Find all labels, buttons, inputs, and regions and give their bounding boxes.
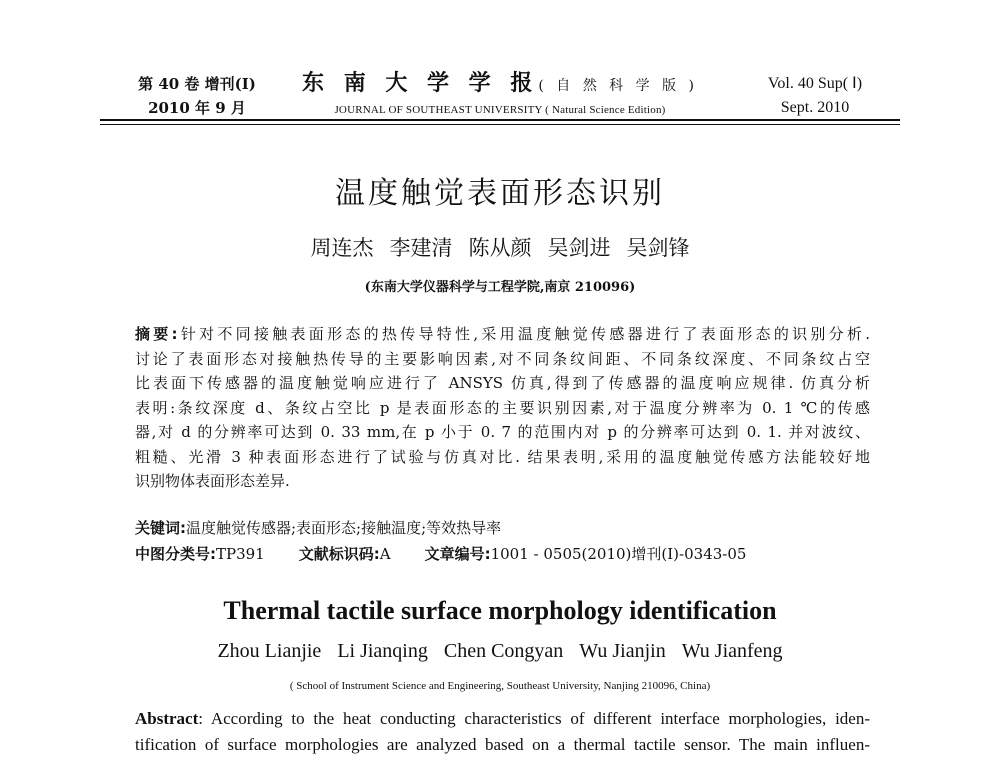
abstract-cn-line: 器,对 d 的分辨率可达到 0. 33 mm,在 p 小于 0. 7 的范围内对 p 的分辨率可达到 0. 1. 并对波纹、 (135, 423, 870, 441)
doc-code-label: 文献标识码: (298, 545, 380, 563)
article-no-label: 文章编号: (424, 545, 491, 563)
author-cn: 周连杰 (310, 236, 374, 260)
author-en: Wu Jianjin (579, 640, 666, 662)
abstract-cn (135, 322, 870, 494)
affiliation-cn: (东南大学仪器科学与工程学院,南京 210096) (364, 280, 636, 295)
abstract-en-line: tification of surface morphologies are analyzed based on a thermal tactile sensor. The main influen- (135, 735, 870, 754)
journal-name-cn: 东 南 大 学 学 报 (302, 70, 539, 96)
abstract-cn-label: 摘要: (135, 325, 178, 343)
abstract-cn-line: 讨论了表面形态对接触热传导的主要影响因素,对不同条纹间距、不同条纹深度、不同条纹占空 (135, 349, 870, 368)
affiliation-en: ( School of Instrument Science and Engineering, Southeast University, Nanjing 210096, China) (289, 680, 711, 692)
authors-en (0, 640, 1000, 663)
abstract-en-line: Abstract: According to the heat conducting characteristics of different interface morphologies, iden- (135, 709, 871, 728)
paper-title-cn: 温度触觉表面形态识别 (335, 176, 665, 211)
header-rule-thin (100, 124, 900, 125)
author-cn: 吴剑进 (547, 236, 611, 260)
keywords-cn-label: 关键词: (135, 519, 186, 537)
abstract-en-label: Abstract (135, 709, 199, 728)
volume-en: Vol. 40 Sup( Ⅰ) (767, 75, 863, 92)
author-en: Li Jianqing (337, 640, 428, 662)
volume-cn: 第 40 卷 增刊(Ⅰ) (138, 75, 256, 93)
doc-code-value: A (379, 545, 391, 563)
author-cn: 陈从颜 (468, 236, 532, 260)
author-cn: 李建清 (389, 236, 453, 260)
header-center (290, 68, 710, 119)
journal-title-en: JOURNAL OF SOUTHEAST UNIVERSITY ( Natural Science Edition) (334, 104, 666, 116)
abstract-cn-line: 比表面下传感器的温度触觉响应进行了 ANSYS 仿真,得到了传感器的温度响应规律. 仿真分析 (135, 374, 870, 392)
abstract-cn-line: 表明:条纹深度 d、条纹占空比 p 是表面形态的主要识别因素,对于温度分辨率为 0. 1 ℃的传感 (135, 398, 870, 417)
abstract-cn-line: 识别物体表面形态差异. (135, 472, 290, 490)
author-en: Zhou Lianjie (217, 640, 322, 662)
keywords-cn-text: 温度触觉传感器;表面形态;接触温度;等效热导率 (186, 519, 502, 537)
date-en: Sept. 2010 (780, 99, 850, 116)
author-en: Chen Congyan (443, 640, 564, 662)
header-left (112, 72, 282, 120)
date-cn: 2010 年 9 月 (148, 99, 246, 117)
journal-title-cn (290, 68, 710, 101)
classification-line (135, 543, 870, 564)
clc-value: TP391 (216, 545, 265, 563)
header-rule-thick (100, 119, 900, 121)
paper-title-en: Thermal tactile surface morphology identification (223, 596, 777, 625)
article-no-value: 1001 - 0505(2010)增刊(Ⅰ)-0343-05 (490, 545, 747, 563)
keywords-cn (135, 517, 870, 538)
journal-edition-cn: ( 自 然 科 学 版 ) (538, 78, 698, 94)
author-cn: 吴剑锋 (626, 236, 690, 260)
header-right (735, 72, 895, 120)
clc-label: 中图分类号: (135, 545, 216, 563)
author-en: Wu Jianfeng (681, 640, 783, 662)
abstract-en (135, 706, 870, 758)
abstract-cn-line: 摘要:针对不同接触表面形态的热传导特性,采用温度触觉传感器进行了表面形态的识别分析. (135, 325, 870, 343)
abstract-cn-line: 粗糙、光滑 3 种表面形态进行了试验与仿真对比. 结果表明,采用的温度触觉传感方法能较好地 (135, 447, 870, 466)
authors-cn (0, 232, 1000, 262)
